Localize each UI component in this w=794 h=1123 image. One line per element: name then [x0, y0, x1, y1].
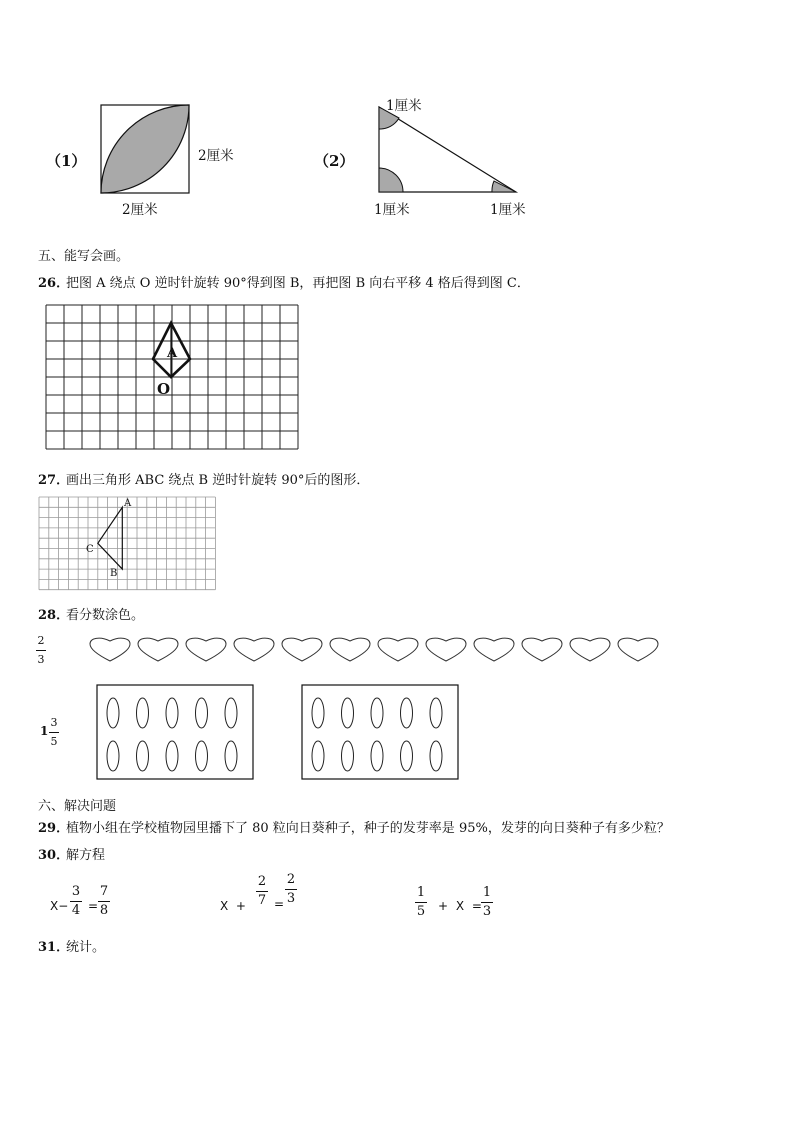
oval-shape[interactable] — [107, 698, 119, 728]
q30-eq1-a-numerator: 3 — [71, 884, 81, 899]
q27-text: 画出三角形 ABC 绕点 B 逆时针旋转 90°后的图形． — [66, 473, 370, 488]
heart-shape[interactable] — [426, 638, 466, 661]
q30-eq3-a-numerator: 1 — [416, 885, 426, 900]
figure2-bottom-right-label: 1厘米 — [490, 202, 526, 218]
oval-shape[interactable] — [401, 698, 413, 728]
q28-fraction-3-5-numerator: 3 — [50, 716, 58, 729]
q28-oval-box-2 — [301, 684, 461, 782]
q30-eq3-plus-x: + X = — [438, 899, 482, 913]
q30-eq3-fraction-b — [481, 886, 493, 919]
q29-number: 29． — [38, 821, 70, 836]
oval-shape[interactable] — [137, 741, 149, 771]
heart-shape[interactable] — [234, 638, 274, 661]
oval-shape[interactable] — [371, 698, 383, 728]
figure1-bottom-label: 2厘米 — [122, 202, 158, 218]
q28-fraction-2-3-denominator: 3 — [37, 653, 45, 666]
q26-number: 26． — [38, 276, 70, 291]
oval-shape[interactable] — [196, 741, 208, 771]
figure1-side-label: 2厘米 — [198, 148, 234, 164]
q30-eq1-x: X− — [50, 899, 69, 913]
heart-shape[interactable] — [522, 638, 562, 661]
q28-fraction-3-5-denominator: 5 — [50, 735, 58, 748]
oval-shape[interactable] — [196, 698, 208, 728]
q28-fraction-3-5 — [49, 716, 59, 749]
q27-grid — [38, 496, 218, 592]
q27-label-a: A — [124, 498, 132, 509]
q26-text: 把图 A 绕点 O 逆时针旋转 90°得到图 B，再把图 B 向右平移 4 格后得到图 C． — [66, 276, 530, 291]
heart-shape[interactable] — [618, 638, 658, 661]
q30-eq1-equals: = — [88, 899, 99, 913]
q28-fraction-2-3-numerator: 2 — [37, 634, 45, 647]
oval-shape[interactable] — [107, 741, 119, 771]
figure1-square-leaf — [100, 104, 200, 204]
section6-heading: 六、解决问题 — [38, 799, 117, 814]
q30-eq1-fraction-a — [70, 885, 82, 918]
oval-shape[interactable] — [166, 741, 178, 771]
heart-shape[interactable] — [282, 638, 322, 661]
q30-eq1-fraction-b — [98, 885, 110, 918]
q30-eq2-fraction-a — [256, 875, 268, 908]
heart-shape[interactable] — [474, 638, 514, 661]
q30-eq2-fraction-b — [285, 873, 297, 906]
oval-shape[interactable] — [342, 698, 354, 728]
q30-eq2-b-numerator: 2 — [286, 872, 296, 887]
q29-text: 植物小组在学校植物园里播下了 80 粒向日葵种子，种子的发芽率是 95%，发芽的向日葵种子有多少粒？ — [66, 821, 670, 836]
oval-shape[interactable] — [371, 741, 383, 771]
q26-point-label: O — [157, 380, 171, 398]
q30-eq2-a-numerator: 2 — [257, 874, 267, 889]
heart-shape[interactable] — [330, 638, 370, 661]
q30-eq3-fraction-a — [415, 886, 427, 919]
heart-shape[interactable] — [186, 638, 226, 661]
q28-oval-box-1 — [96, 684, 256, 782]
oval-shape[interactable] — [312, 741, 324, 771]
q28-hearts-row — [88, 636, 668, 666]
q28-mixed-whole: 1 — [40, 724, 49, 738]
heart-shape[interactable] — [138, 638, 178, 661]
q30-eq2-a-denominator: 7 — [257, 893, 267, 908]
q27-label-c: C — [86, 544, 94, 555]
q30-eq2-x: X + — [220, 899, 246, 913]
oval-shape[interactable] — [342, 741, 354, 771]
q27-number: 27． — [38, 473, 70, 488]
q30-eq1-b-denominator: 8 — [99, 903, 109, 918]
section5-heading: 五、能写会画。 — [38, 249, 130, 264]
oval-shape[interactable] — [225, 741, 237, 771]
q30-eq3-a-denominator: 5 — [416, 904, 426, 919]
q28-fraction-2-3 — [36, 634, 46, 667]
oval-shape[interactable] — [312, 698, 324, 728]
q30-eq2-b-denominator: 3 — [286, 891, 296, 906]
heart-shape[interactable] — [570, 638, 610, 661]
figure2-label: （2） — [314, 152, 355, 170]
q28-number: 28． — [38, 608, 70, 623]
q30-number: 30． — [38, 848, 70, 863]
q30-text: 解方程 — [66, 848, 106, 863]
q30-eq3-b-numerator: 1 — [482, 885, 492, 900]
oval-shape[interactable] — [225, 698, 237, 728]
figure2-bottom-left-label: 1厘米 — [374, 202, 410, 218]
q27-label-b: B — [110, 568, 118, 579]
heart-shape[interactable] — [378, 638, 418, 661]
q31-text: 统计。 — [66, 940, 106, 955]
oval-shape[interactable] — [166, 698, 178, 728]
oval-shape[interactable] — [430, 741, 442, 771]
figure2-triangle — [378, 106, 538, 206]
q30-eq1-a-denominator: 4 — [71, 903, 81, 918]
oval-shape[interactable] — [137, 698, 149, 728]
figure2-top-label: 1厘米 — [386, 98, 422, 114]
q30-eq1-b-numerator: 7 — [99, 884, 109, 899]
q26-shape-label: A — [167, 346, 178, 361]
heart-shape[interactable] — [90, 638, 130, 661]
oval-shape[interactable] — [430, 698, 442, 728]
q30-eq3-b-denominator: 3 — [482, 904, 492, 919]
q28-text: 看分数涂色。 — [66, 608, 145, 623]
q30-eq2-equals: = — [274, 897, 285, 911]
figure1-label: （1） — [46, 152, 87, 170]
q26-grid — [44, 304, 304, 454]
oval-shape[interactable] — [401, 741, 413, 771]
q31-number: 31． — [38, 940, 70, 955]
